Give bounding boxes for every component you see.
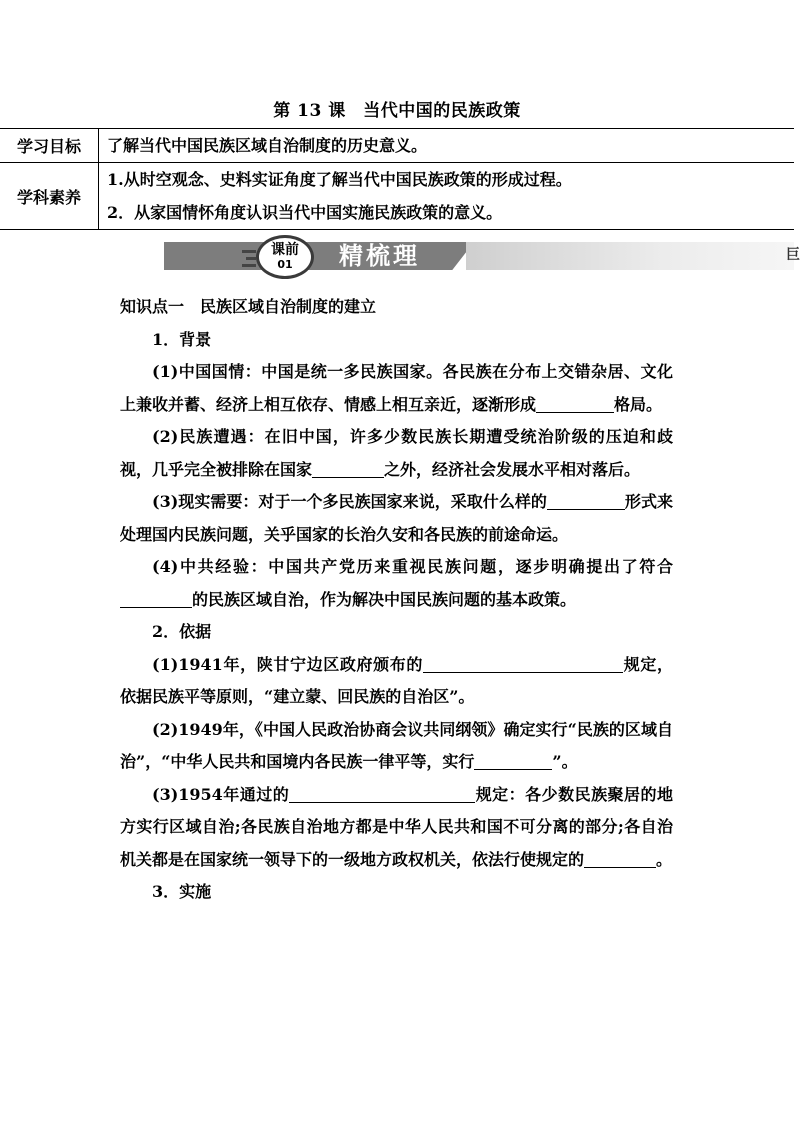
lesson-title: 第 13 课 当代中国的民族政策 [273, 101, 521, 121]
paragraph-text: 的民族区域自治，作为解决中国民族问题的基本政策。 [192, 589, 577, 609]
fill-blank[interactable] [120, 589, 192, 608]
objectives-row-literacy [0, 163, 794, 230]
fill-blank[interactable] [312, 459, 384, 478]
fill-blank[interactable] [289, 784, 475, 803]
paragraph-1949 [120, 714, 673, 779]
paragraph-text: (1)中国国情：中国是统一多民族国家。各民族在分布上交错杂居、文化上兼收并蓄、经济上相互依存、情感上相互亲近，逐渐形成 [120, 362, 673, 414]
fill-blank[interactable] [536, 394, 614, 413]
paragraph-1954 [120, 779, 673, 877]
paragraph-1941 [120, 649, 673, 714]
paragraph-text: (2)民族遭遇：在旧中国，许多少数民族长期遭受统治阶级的压迫和歧视，几乎完全被排除在国家 [120, 427, 673, 479]
banner-edge-glyph: 巨 [786, 247, 800, 263]
paragraph-text: 形式来处理国内民族问题，关乎国家的长治久安和各民族的前途命运。 [120, 492, 673, 544]
paragraph-text: ”。 [552, 752, 578, 771]
objectives-label-literacy: 学科素养 [0, 163, 99, 230]
paragraph-national-conditions [120, 356, 673, 421]
paragraph-text: (1)1941年，陕甘宁边区政府颁布的 [152, 654, 424, 674]
fill-blank[interactable] [547, 491, 625, 510]
fill-blank[interactable] [423, 654, 623, 673]
section-heading-background: 1．背景 [152, 329, 212, 349]
banner-dash [242, 264, 256, 267]
paragraph-text: (2)1949年，《中国人民政治协商会议共同纲领》确定实行“民族的区域自治”，“中华人民共和国境内各民族一律平等，实行 [120, 719, 673, 771]
paragraph-text: 规定：各少数民族聚居的地方实行区域自治;各民族自治地方都是中华人民共和国不可分离的部分;各自治机关都是在国家统一领导下的一级地方政权机关，依法行使规定的 [120, 784, 673, 869]
paragraph-text: 格局。 [614, 394, 663, 414]
objectives-row-goal [0, 129, 794, 163]
paragraph-text: (4)中共经验：中国共产党历来重视民族问题，逐步明确提出了符合 [152, 557, 673, 576]
section-heading-implementation: 3．实施 [152, 882, 212, 901]
paragraph-practical-need [120, 486, 673, 551]
section-heading-basis: 2．依据 [152, 622, 212, 641]
lesson-body [120, 291, 673, 909]
banner-dark-bar [164, 242, 474, 270]
objectives-label-goal: 学习目标 [0, 129, 99, 163]
fill-blank[interactable] [474, 751, 552, 770]
paragraph-text: 规定，依据民族平等原则，“建立蒙、回民族的自治区”。 [120, 654, 673, 706]
knowledge-point-title: 知识点一 民族区域自治制度的建立 [120, 297, 377, 316]
fill-blank[interactable] [584, 849, 656, 868]
objectives-table [0, 128, 794, 230]
paragraph-text: 之外，经济社会发展水平相对落后。 [384, 459, 641, 479]
badge-number: 01 [277, 258, 293, 271]
banner-light-bar [466, 242, 800, 270]
paragraph-text: (3)现实需要：对于一个多民族国家来说，采取什么样的 [152, 492, 547, 511]
objective-line: 1.从时空观念、史料实证角度了解当代中国民族政策的形成过程。 [107, 170, 572, 189]
banner-dash [246, 257, 256, 260]
objectives-content-literacy [99, 163, 795, 230]
objective-line: 2．从家国情怀角度认识当代中国实施民族政策的意义。 [107, 203, 503, 222]
badge-label: 课前 [271, 242, 299, 258]
paragraph-text: (3)1954年通过的 [152, 784, 290, 804]
section-banner [164, 237, 800, 283]
objective-line: 了解当代中国民族区域自治制度的历史意义。 [107, 136, 428, 155]
lesson-badge-icon [256, 235, 314, 279]
paragraph-ethnic-experience [120, 421, 673, 486]
banner-dash [242, 250, 256, 253]
objectives-content-goal [99, 129, 795, 163]
banner-heading: 精梳理 [339, 242, 420, 270]
paragraph-cpc-experience [120, 551, 673, 616]
paragraph-text: 。 [656, 849, 673, 869]
